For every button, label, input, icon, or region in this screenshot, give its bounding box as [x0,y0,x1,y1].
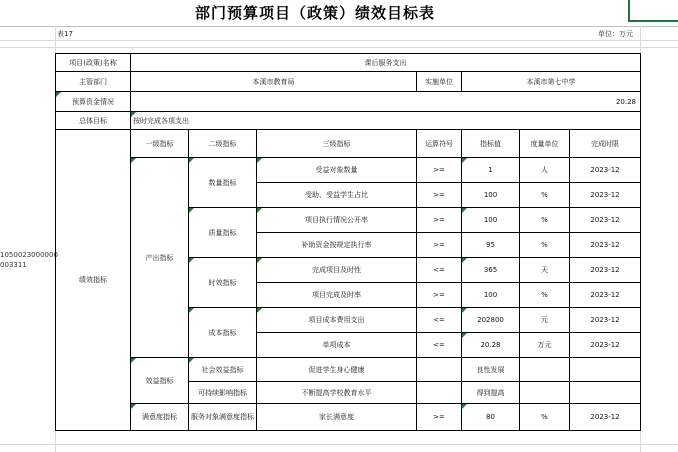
group-sustain[interactable]: 可持续影响指标 [189,382,257,404]
perf-label[interactable]: 绩效指标 [56,130,131,431]
l3-cell[interactable]: 家长满意度 [257,404,417,431]
unit-cell[interactable]: 万元 [520,333,570,358]
unit-cell[interactable]: % [520,283,570,308]
op-cell[interactable]: >= [417,233,462,258]
cell-flag-icon [131,158,136,163]
cell-flag-icon [462,158,467,163]
group-output[interactable]: 产出指标 [131,158,189,358]
val-cell[interactable]: 良性发展 [462,358,520,382]
time-cell[interactable]: 2023-12 [570,333,641,358]
val-cell[interactable]: 95 [462,233,520,258]
unit-cell[interactable]: % [520,183,570,208]
val-cell[interactable]: 1 [462,158,520,183]
table-row [56,358,641,382]
cell-flag-icon [189,208,194,213]
fund-value[interactable]: 20.28 [131,92,641,112]
l3-cell[interactable]: 受助、受益学生占比 [257,183,417,208]
cell-flag-icon [462,333,467,338]
l3-cell[interactable]: 补助资金按规定执行率 [257,233,417,258]
side-code-1: 1050023000000 [0,251,58,259]
time-cell[interactable]: 2023-12 [570,183,641,208]
cell-flag-icon [462,404,467,409]
group-quantity[interactable]: 数量指标 [189,158,257,208]
val-cell[interactable]: 100 [462,208,520,233]
op-cell[interactable]: >= [417,404,462,431]
time-cell[interactable] [570,358,641,382]
cell-flag-icon [131,358,136,363]
impl-label[interactable]: 实施单位 [417,72,462,92]
cell-flag-icon [462,308,467,313]
group-social[interactable]: 社会效益指标 [189,358,257,382]
header-unit[interactable]: 度量单位 [520,130,570,158]
cell-flag-icon [189,308,194,313]
header-l2[interactable]: 二级指标 [189,130,257,158]
group-service[interactable]: 服务对象满意度指标 [189,404,257,431]
unit-cell[interactable] [520,358,570,382]
table-row [56,158,641,183]
val-cell[interactable]: 100 [462,183,520,208]
time-cell[interactable]: 2023-12 [570,233,641,258]
cell-flag-icon [257,208,262,213]
l3-cell[interactable]: 完成项目及时性 [257,258,417,283]
table-row [56,404,641,431]
op-cell[interactable] [417,358,462,382]
row-department [56,72,641,92]
cell-flag-icon [257,258,262,263]
group-timeliness[interactable]: 时效指标 [189,258,257,308]
row-project [56,54,641,72]
row-fund [56,92,641,112]
l3-cell[interactable]: 不断提高学校教育水平 [257,382,417,404]
cell-flag-icon [131,112,136,117]
l3-cell[interactable]: 单项成本 [257,333,417,358]
time-cell[interactable]: 2023-12 [570,258,641,283]
dept-value[interactable]: 本溪市教育局 [131,72,417,92]
l3-cell[interactable]: 项目成本费用支出 [257,308,417,333]
op-cell[interactable]: >= [417,183,462,208]
l3-cell[interactable]: 项目完成及时率 [257,283,417,308]
op-cell[interactable]: >= [417,283,462,308]
goal-label[interactable]: 总体目标 [56,112,131,130]
cell-flag-icon [189,258,194,263]
cell-flag-icon [189,358,194,363]
sheet-title: 部门预算项目（政策）绩效目标表 [194,4,435,22]
op-cell[interactable]: <= [417,333,462,358]
op-cell[interactable]: <= [417,308,462,333]
cell-flag-icon [462,258,467,263]
unit-cell[interactable] [520,382,570,404]
active-cell-border-bottom [628,20,678,22]
op-cell[interactable]: >= [417,208,462,233]
unit-cell[interactable]: 人 [520,158,570,183]
row-goal [56,112,641,130]
unit-cell[interactable]: 天 [520,258,570,283]
val-cell[interactable]: 80 [462,404,520,431]
time-cell[interactable]: 2023-12 [570,158,641,183]
header-l1[interactable]: 一级指标 [131,130,189,158]
project-value[interactable]: 课后服务支出 [131,54,641,72]
header-l3[interactable]: 三级指标 [257,130,417,158]
time-cell[interactable]: 2023-12 [570,404,641,431]
val-cell[interactable]: 得到提高 [462,382,520,404]
time-cell[interactable]: 2023-12 [570,283,641,308]
header-op[interactable]: 运算符号 [417,130,462,158]
unit-cell[interactable]: % [520,404,570,431]
l3-cell[interactable]: 促进学生身心健康 [257,358,417,382]
val-cell[interactable]: 202800 [462,308,520,333]
op-cell[interactable]: >= [417,158,462,183]
l3-cell[interactable]: 受益对象数量 [257,158,417,183]
header-time[interactable]: 完成时限 [570,130,641,158]
group-satisfaction[interactable]: 满意度指标 [131,404,189,431]
active-cell-border [628,0,630,22]
header-val[interactable]: 指标值 [462,130,520,158]
cell-flag-icon [189,158,194,163]
project-label[interactable]: 项目(政策)名称 [56,54,131,72]
val-cell[interactable]: 365 [462,258,520,283]
unit-label: 单位：万元 [598,30,633,38]
cell-flag-icon [56,92,61,97]
unit-cell[interactable]: % [520,208,570,233]
table-number: 表17 [57,30,73,38]
time-cell[interactable]: 2023-12 [570,208,641,233]
op-cell[interactable] [417,382,462,404]
header-row [56,130,641,158]
impl-value[interactable]: 本溪市第七中学 [462,72,641,92]
unit-cell[interactable]: 元 [520,308,570,333]
cell-flag-icon [257,158,262,163]
group-quality[interactable]: 质量指标 [189,208,257,258]
time-cell[interactable] [570,382,641,404]
unit-cell[interactable]: % [520,233,570,258]
side-code-2: 003311 [0,261,27,269]
goal-value[interactable]: 按时完成各项支出 [131,112,641,130]
performance-table [55,53,641,431]
cell-flag-icon [462,208,467,213]
group-cost[interactable]: 成本指标 [189,308,257,358]
l3-cell[interactable]: 项目执行情况公开率 [257,208,417,233]
val-cell[interactable]: 20.28 [462,333,520,358]
time-cell[interactable]: 2023-12 [570,308,641,333]
cell-flag-icon [257,308,262,313]
dept-label[interactable]: 主管部门 [56,72,131,92]
fund-label[interactable]: 预算资金情况 [56,92,131,112]
cell-flag-icon [131,404,136,409]
op-cell[interactable]: <= [417,258,462,283]
val-cell[interactable]: 100 [462,283,520,308]
group-benefit[interactable]: 效益指标 [131,358,189,404]
